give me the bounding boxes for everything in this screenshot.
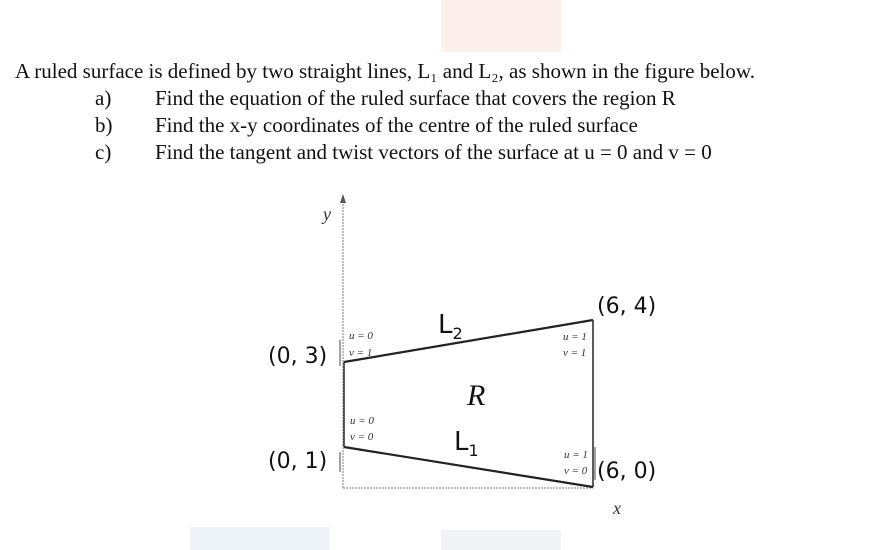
- param-u0v0-u: u = 0: [350, 415, 374, 427]
- item-c-text: Find the tangent and twist vectors of the surface at u = 0 and v = 0: [155, 140, 712, 164]
- y-axis-arrow: [340, 194, 346, 203]
- item-a-label: a): [95, 86, 112, 110]
- param-u0v1-v: v = 1: [349, 347, 373, 359]
- param-u1v1-u: u = 1: [563, 331, 587, 343]
- param-u1v1-v: v = 1: [563, 347, 587, 359]
- point-label-6-4: (6, 4): [597, 294, 657, 319]
- line-L2: [344, 320, 593, 362]
- point-label-0-1: (0, 1): [268, 449, 328, 474]
- item-b-text: Find the x-y coordinates of the centre of the ruled surface: [155, 113, 638, 137]
- y-axis-label: y: [323, 204, 331, 224]
- item-a-text: Find the equation of the ruled surface that covers the region R: [155, 86, 676, 110]
- param-u0v1-u: u = 0: [349, 330, 373, 342]
- problem-intro: A ruled surface is defined by two straight lines, L₁ and L₂, as shown in the figure below.: [15, 59, 755, 83]
- region-label: R: [467, 379, 486, 412]
- param-u1v0-v: v = 0: [564, 465, 588, 477]
- item-b-label: b): [95, 113, 113, 137]
- param-u1v0-u: u = 1: [564, 449, 588, 461]
- x-axis-label: x: [613, 498, 621, 518]
- line-label-L2: $L_2$: [438, 310, 463, 343]
- line-label-L1: $L_1$: [454, 427, 479, 460]
- item-c-label: c): [95, 140, 112, 164]
- param-u0v0-v: v = 0: [350, 431, 374, 443]
- point-label-6-0: (6, 0): [597, 459, 657, 484]
- point-label-0-3: (0, 3): [268, 344, 328, 369]
